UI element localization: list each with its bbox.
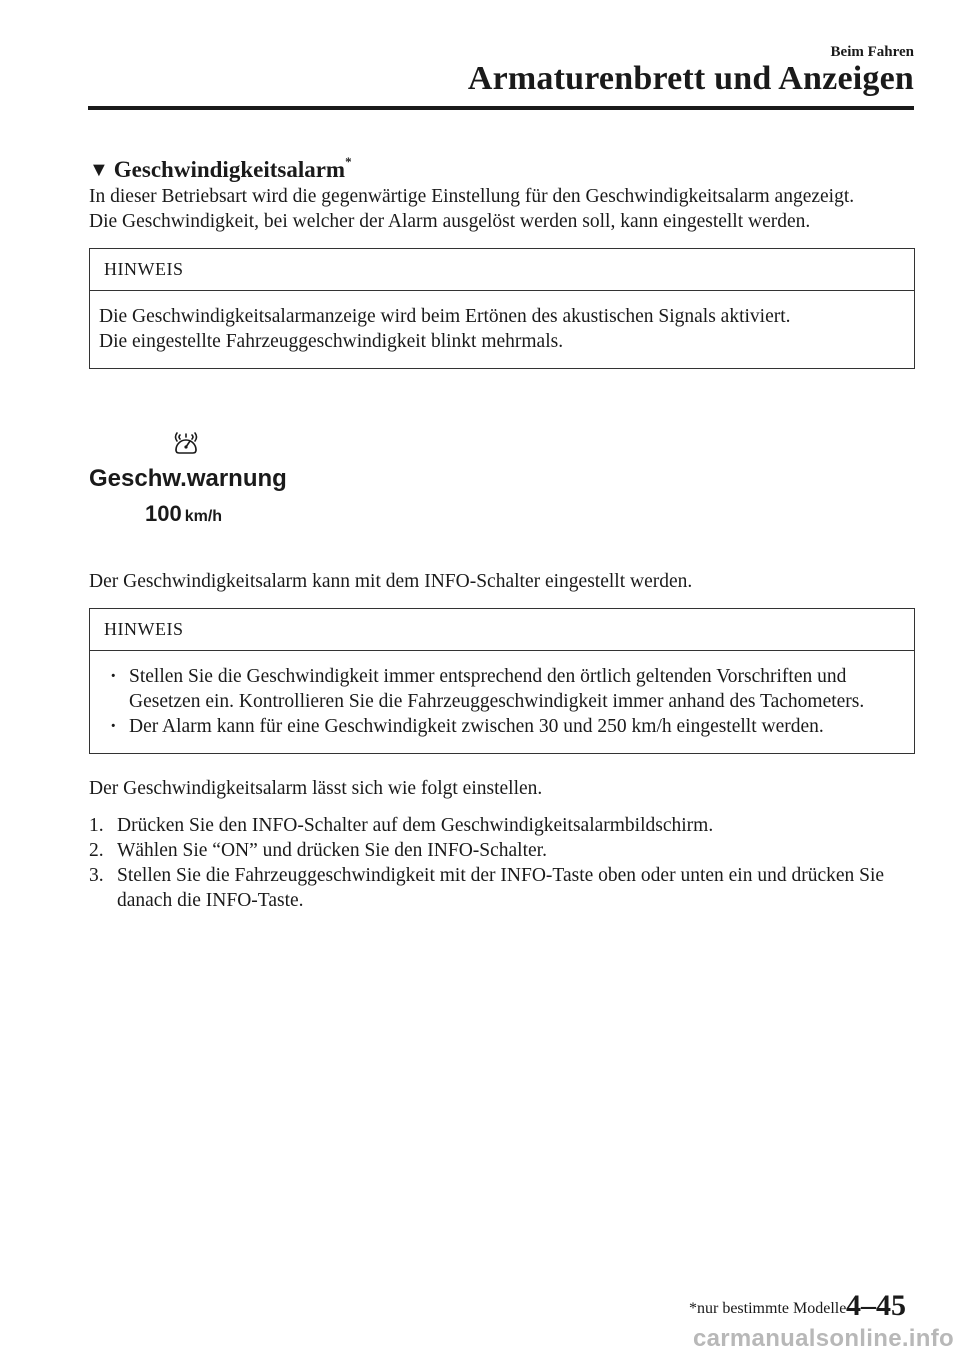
note-list [99,664,905,739]
note-body [90,651,914,753]
procedure-intro: Der Geschwindigkeitsalarm lässt sich wie folgt einstellen. [89,778,543,799]
page-content [89,156,915,913]
intro-paragraph-2: Die Geschwindigkeit, bei welcher der Alarm ausgelöst werden soll, kann eingestellt werden. [89,211,811,232]
info-switch-paragraph: Der Geschwindigkeitsalarm kann mit dem INFO-Schalter eingestellt werden. [89,571,693,592]
section-title-text: Geschwindigkeitsalarm [113,157,346,182]
header-title: Armaturenbrett und Anzeigen [467,60,914,97]
step-text: Wählen Sie “ON” und drücken Sie den INFO-Schalter. [117,840,547,861]
note-heading: HINWEIS [90,249,914,291]
header-rule [88,106,914,110]
note-box-1 [89,248,915,369]
page-number: 4–45 [846,1289,906,1322]
step-number: 3. [89,865,104,886]
step-number: 2. [89,840,104,861]
step-text: Drücken Sie den INFO-Schalter auf dem Geschwindigkeitsalarmbildschirm. [117,815,714,836]
triangle-down-icon: ▼ [89,159,109,181]
speed-warning-icon [171,429,201,459]
step-text: Stellen Sie die Fahrzeuggeschwindigkeit mit der INFO-Taste oben oder unten ein und drücken Sie danach die INFO-Taste. [117,865,885,911]
procedure-step [89,838,915,863]
header-chapter: Beim Fahren [830,44,914,60]
speed-value: 100 [145,501,182,526]
procedure-step [89,863,915,913]
step-number: 1. [89,815,104,836]
note-heading: HINWEIS [90,609,914,651]
procedure-step [89,813,915,838]
procedure-steps [89,813,915,913]
note-list-item: · Stellen Sie die Geschwindigkeit immer entsprechend den örtlich geltenden Vorschriften und Gesetzen ein. Kontrollieren Sie die Fahrzeuggeschwindigkeit immer anhand des Tachometers. [99,664,905,714]
display-label: Geschw.warnung [89,465,287,492]
intro-paragraph-1: In dieser Betriebsart wird die gegenwärtige Einstellung für den Geschwindigkeitsalarm angezeigt. [89,186,855,207]
note-line: Die Geschwindigkeitsalarmanzeige wird beim Ertönen des akustischen Signals aktiviert. [99,306,791,327]
speed-warning-display [89,429,915,569]
speed-readout [145,501,222,527]
watermark: carmanualsonline.info [692,1325,954,1352]
note-list-item: · Der Alarm kann für eine Geschwindigkeit zwischen 30 und 250 km/h eingestellt werden. [99,714,905,739]
note-body [90,291,914,368]
section-title: ▼ Geschwindigkeitsalarm * [89,154,352,182]
note-line: Die eingestellte Fahrzeuggeschwindigkeit blinkt mehrmals. [99,331,564,352]
note-box-2 [89,608,915,754]
footnote: *nur bestimmte Modelle [689,1300,847,1317]
speed-unit: km/h [184,508,223,525]
